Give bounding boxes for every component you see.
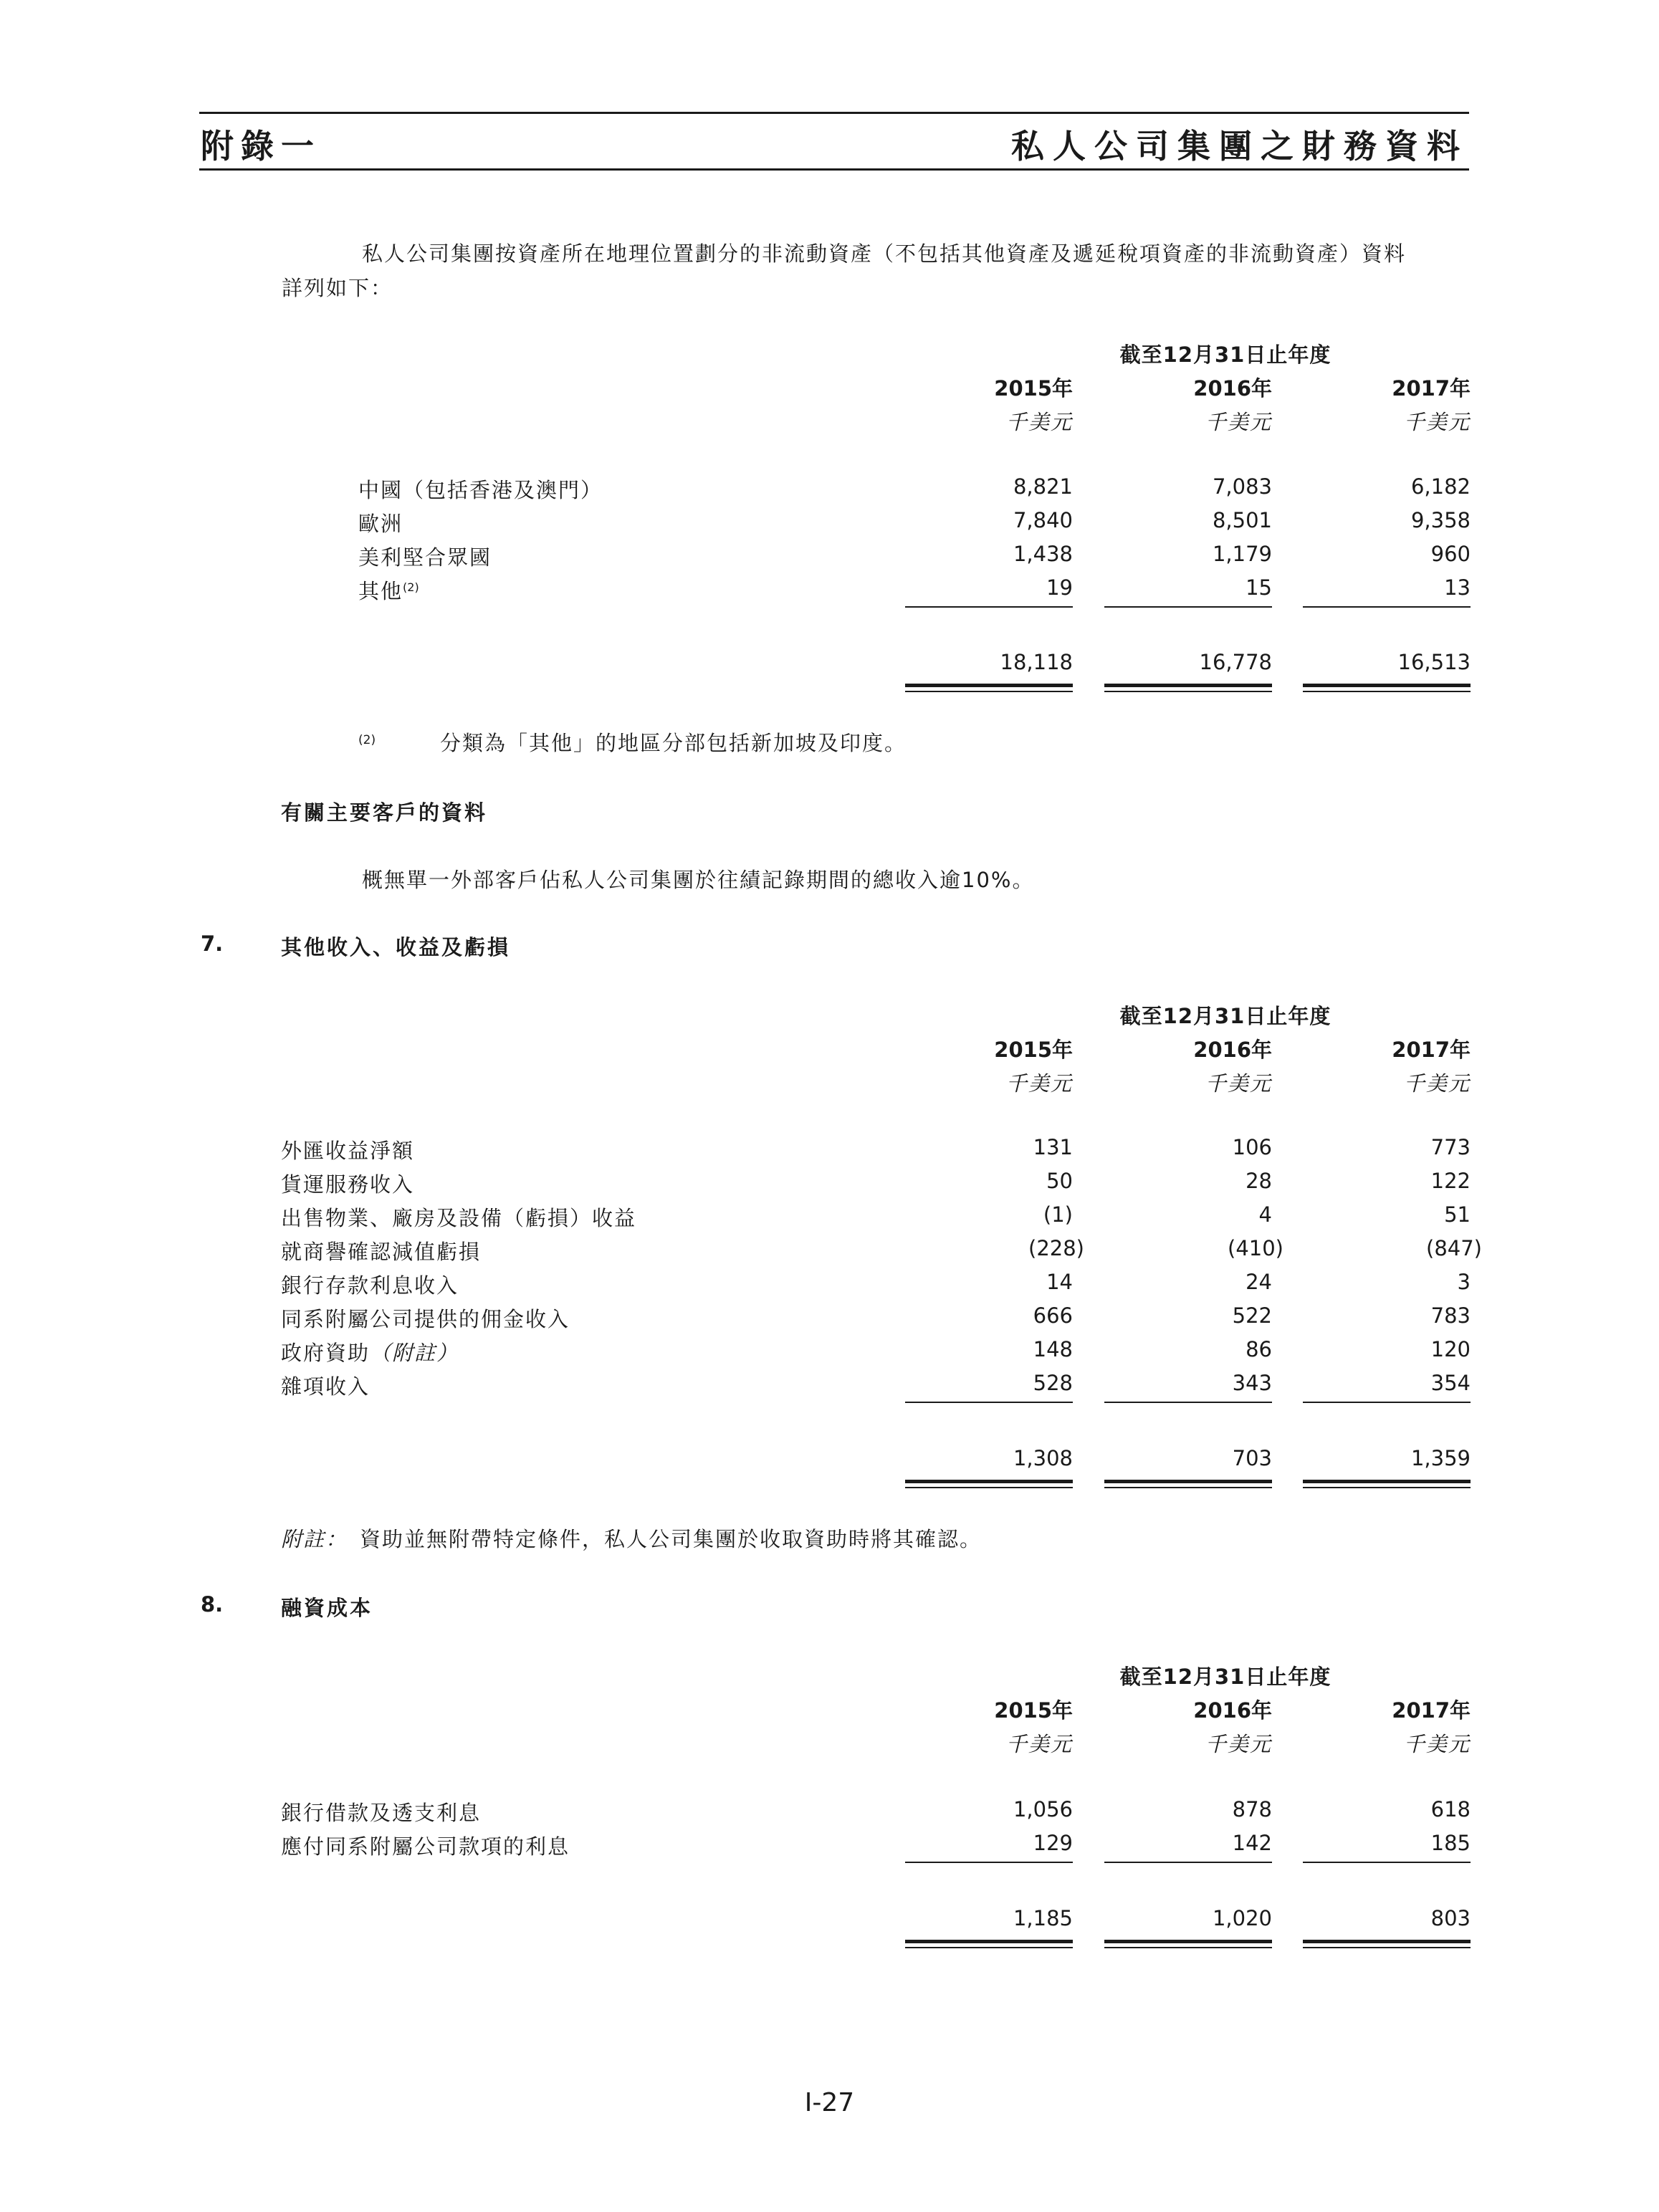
year-2016: 2016年 xyxy=(1193,376,1272,401)
row-label: 歐洲 xyxy=(358,512,403,536)
cell-value: 86 xyxy=(1246,1337,1272,1361)
total-double-rule xyxy=(905,1480,1073,1483)
header-bottom-rule xyxy=(199,168,1469,171)
intro-line-1: 私人公司集團按資產所在地理位置劃分的非流動資產（不包括其他資產及遞延稅項資產的非流動資產）資料 xyxy=(362,241,1407,266)
cell-value: 129 xyxy=(1033,1831,1073,1855)
cell-value: (410) xyxy=(1228,1236,1283,1260)
total-double-rule xyxy=(1303,1940,1471,1943)
period-header: 截至12月31日止年度 xyxy=(1119,1004,1331,1028)
total-value: 803 xyxy=(1430,1906,1471,1930)
cell-value: 3 xyxy=(1457,1270,1471,1294)
year-2017: 2017年 xyxy=(1392,1698,1471,1723)
total-double-rule xyxy=(905,1487,1073,1488)
total-value: 1,185 xyxy=(1013,1906,1073,1930)
total-value: 1,020 xyxy=(1212,1906,1272,1930)
total-double-rule xyxy=(905,684,1073,687)
major-customers-heading: 有關主要客戶的資料 xyxy=(281,800,488,825)
footnote-ref: (2) xyxy=(403,580,419,594)
section-7-title: 其他收入、收益及虧損 xyxy=(281,935,511,959)
cell-value: 142 xyxy=(1232,1831,1272,1855)
cell-value: 783 xyxy=(1430,1303,1471,1328)
unit-label: 千美元 xyxy=(1403,410,1471,434)
cell-value: 122 xyxy=(1430,1169,1471,1193)
subtotal-rule xyxy=(1104,1862,1272,1863)
row-label: 同系附屬公司提供的佣金收入 xyxy=(281,1307,570,1331)
year-2016: 2016年 xyxy=(1193,1038,1272,1062)
year-2015: 2015年 xyxy=(994,1038,1073,1062)
cell-value: 354 xyxy=(1430,1371,1471,1395)
total-double-rule xyxy=(1104,1940,1272,1943)
note-reference: （附註） xyxy=(370,1341,459,1365)
cell-value: 14 xyxy=(1046,1270,1073,1294)
footnote-text: 分類為「其他」的地區分部包括新加坡及印度。 xyxy=(440,731,907,755)
total-value: 16,513 xyxy=(1397,650,1471,674)
total-double-rule xyxy=(1303,1947,1471,1948)
intro-line-2: 詳列如下： xyxy=(282,276,393,300)
row-label: 出售物業、廠房及設備（虧損）收益 xyxy=(281,1206,637,1230)
cell-value: 618 xyxy=(1430,1797,1471,1821)
section-7-number: 7. xyxy=(201,932,224,956)
row-label: 銀行存款利息收入 xyxy=(281,1273,459,1298)
cell-value: 51 xyxy=(1444,1202,1471,1227)
year-2017: 2017年 xyxy=(1392,1038,1471,1062)
cell-value: 120 xyxy=(1430,1337,1471,1361)
unit-label: 千美元 xyxy=(1005,410,1073,434)
cell-value: 522 xyxy=(1232,1303,1272,1328)
cell-value: (228) xyxy=(1028,1236,1084,1260)
row-label-text: 其他 xyxy=(358,579,403,603)
cell-value: 8,821 xyxy=(1013,474,1073,499)
unit-label: 千美元 xyxy=(1403,1732,1471,1756)
cell-value: 15 xyxy=(1246,575,1272,600)
unit-label: 千美元 xyxy=(1205,1732,1272,1756)
year-2015: 2015年 xyxy=(994,1698,1073,1723)
total-double-rule xyxy=(1104,684,1272,687)
subtotal-rule xyxy=(1303,1402,1471,1403)
footnote-mark: (2) xyxy=(358,733,376,747)
total-double-rule xyxy=(1303,1487,1471,1488)
subtotal-rule xyxy=(1104,606,1272,608)
cell-value: 666 xyxy=(1033,1303,1073,1328)
header-top-rule xyxy=(199,112,1469,114)
cell-value: 4 xyxy=(1258,1202,1272,1227)
unit-label: 千美元 xyxy=(1403,1071,1471,1096)
subtotal-rule xyxy=(1303,1862,1471,1863)
cell-value: 6,182 xyxy=(1410,474,1471,499)
total-double-rule xyxy=(905,1947,1073,1948)
cell-value: 131 xyxy=(1033,1135,1073,1159)
subtotal-rule xyxy=(905,1402,1073,1403)
cell-value: 24 xyxy=(1246,1270,1272,1294)
cell-value: 1,438 xyxy=(1013,542,1073,566)
cell-value: 343 xyxy=(1232,1371,1272,1395)
total-double-rule xyxy=(1303,1480,1471,1483)
total-double-rule xyxy=(1303,691,1471,692)
period-header: 截至12月31日止年度 xyxy=(1119,1665,1331,1689)
cell-value: (847) xyxy=(1426,1236,1482,1260)
total-value: 18,118 xyxy=(1000,650,1073,674)
cell-value: 19 xyxy=(1046,575,1073,600)
total-double-rule xyxy=(1104,1480,1272,1483)
row-label: 貨運服務收入 xyxy=(281,1172,415,1197)
row-label xyxy=(358,575,419,605)
row-label: 外匯收益淨額 xyxy=(281,1139,415,1163)
cell-value: (1) xyxy=(1043,1202,1073,1227)
total-double-rule xyxy=(1303,684,1471,687)
total-double-rule xyxy=(1104,1947,1272,1948)
cell-value: 9,358 xyxy=(1410,508,1471,532)
cell-value: 7,083 xyxy=(1212,474,1272,499)
note-text: 資助並無附帶特定條件，私人公司集團於收取資助時將其確認。 xyxy=(360,1527,983,1551)
row-label xyxy=(281,1337,459,1366)
row-label: 應付同系附屬公司款項的利息 xyxy=(281,1834,570,1859)
unit-label: 千美元 xyxy=(1205,1071,1272,1096)
section-8-title: 融資成本 xyxy=(281,1596,373,1620)
note-prefix: 附註： xyxy=(281,1527,348,1551)
cell-value: 106 xyxy=(1232,1135,1272,1159)
year-2017: 2017年 xyxy=(1392,376,1471,401)
row-label: 美利堅合眾國 xyxy=(358,545,492,570)
subtotal-rule xyxy=(905,1862,1073,1863)
page-number: I-27 xyxy=(804,2088,855,2117)
section-8-number: 8. xyxy=(201,1592,224,1617)
row-label: 中國（包括香港及澳門） xyxy=(358,478,603,502)
cell-value: 528 xyxy=(1033,1371,1073,1395)
cell-value: 8,501 xyxy=(1212,508,1272,532)
total-double-rule xyxy=(1104,691,1272,692)
year-2016: 2016年 xyxy=(1193,1698,1272,1723)
year-2015: 2015年 xyxy=(994,376,1073,401)
total-value: 1,308 xyxy=(1013,1446,1073,1470)
row-label: 就商譽確認減值虧損 xyxy=(281,1240,482,1264)
total-double-rule xyxy=(905,691,1073,692)
total-value: 16,778 xyxy=(1199,650,1272,674)
period-header: 截至12月31日止年度 xyxy=(1119,343,1331,367)
total-value: 1,359 xyxy=(1410,1446,1471,1470)
total-double-rule xyxy=(905,1940,1073,1943)
header-section-title: 私人公司集團之財務資料 xyxy=(1011,127,1468,166)
cell-value: 185 xyxy=(1430,1831,1471,1855)
cell-value: 1,179 xyxy=(1212,542,1272,566)
cell-value: 960 xyxy=(1430,542,1471,566)
total-value: 703 xyxy=(1232,1446,1272,1470)
cell-value: 1,056 xyxy=(1013,1797,1073,1821)
cell-value: 7,840 xyxy=(1013,508,1073,532)
row-label: 銀行借款及透支利息 xyxy=(281,1801,482,1825)
subtotal-rule xyxy=(1303,606,1471,608)
cell-value: 13 xyxy=(1444,575,1471,600)
row-label-text: 政府資助 xyxy=(281,1341,370,1365)
cell-value: 50 xyxy=(1046,1169,1073,1193)
subtotal-rule xyxy=(1104,1402,1272,1403)
unit-label: 千美元 xyxy=(1005,1071,1073,1096)
row-label: 雜項收入 xyxy=(281,1374,370,1399)
cell-value: 878 xyxy=(1232,1797,1272,1821)
subtotal-rule xyxy=(905,606,1073,608)
cell-value: 148 xyxy=(1033,1337,1073,1361)
total-double-rule xyxy=(1104,1487,1272,1488)
unit-label: 千美元 xyxy=(1205,410,1272,434)
unit-label: 千美元 xyxy=(1005,1732,1073,1756)
cell-value: 773 xyxy=(1430,1135,1471,1159)
cell-value: 28 xyxy=(1246,1169,1272,1193)
major-customers-text: 概無單一外部客戶佔私人公司集團於往績記錄期間的總收入逾10%。 xyxy=(362,868,1035,892)
header-appendix-label: 附錄一 xyxy=(201,127,321,166)
